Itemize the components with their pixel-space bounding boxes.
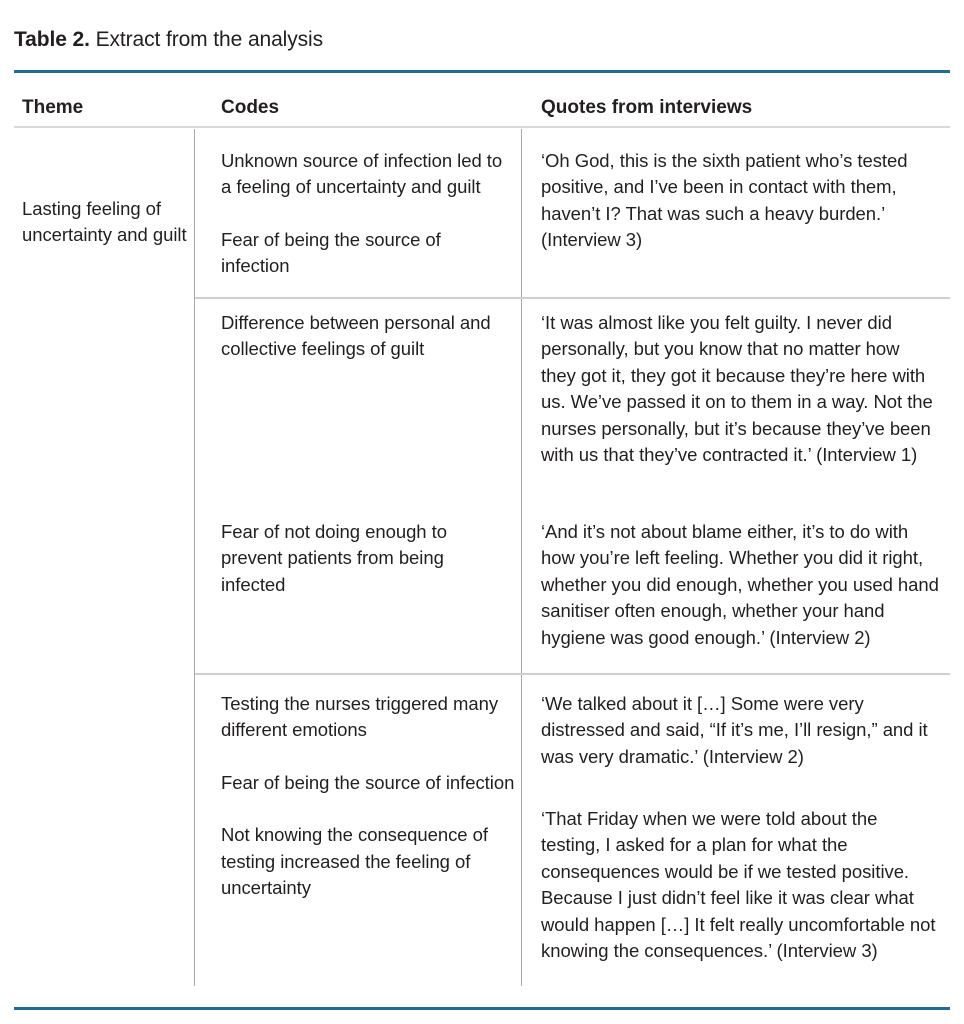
row-divider-2	[195, 673, 950, 675]
code-item: Not knowing the consequence of testing increased the feeling of uncertainty	[221, 824, 488, 899]
table-cell-quotes-3b	[541, 806, 939, 964]
table-bottom-rule	[14, 1007, 950, 1010]
column-header-quotes: Quotes from interviews	[541, 97, 753, 118]
table-top-rule	[14, 70, 950, 73]
table-caption-text: Extract from the analysis	[95, 28, 324, 51]
table-caption	[14, 26, 323, 54]
column-header-codes: Codes	[221, 97, 280, 118]
table-header-row	[0, 95, 964, 126]
quote-item: ‘It was almost like you felt guilty. I never did personally, but you know that no matter how they got it, they got it because they’re here with us. We’ve passed it on to them in a way. Not the nurses personally, but it’s because they’ve been with us that they’ve contracted it.’ (Interview 1)	[541, 312, 933, 466]
table-cell-quotes-2b	[541, 519, 939, 651]
table-cell-codes-1	[221, 148, 509, 280]
code-item: Unknown source of infection led to a feeling of uncertainty and guilt	[221, 150, 503, 198]
code-item: Fear of being the source of infection	[221, 228, 441, 277]
column-divider-theme-codes	[194, 129, 195, 986]
code-item: Fear of not doing enough to prevent patients from being infected	[221, 521, 447, 595]
table-cell-codes-3	[221, 691, 521, 901]
table-cell-quotes-3a	[541, 691, 939, 770]
table-cell-codes-2a	[221, 310, 509, 363]
table-cell-theme-1	[22, 196, 188, 249]
quote-item: ‘And it’s not about blame either, it’s to do with how you’re left feeling. Whether you did it right, whether you did enough, whether you used hand sanitiser often enough, whether your hand hygiene was good enough.’ (Interview 2)	[541, 521, 939, 648]
table-cell-quotes-2a	[541, 310, 939, 468]
column-header-theme: Theme	[22, 97, 84, 118]
code-item: Difference between personal and collective feelings of guilt	[221, 312, 491, 360]
quote-item: ‘Oh God, this is the sixth patient who’s tested positive, and I’ve been in contact with them, haven’t I? That was such a heavy burden.’ (Interview 3)	[541, 150, 908, 251]
row-divider-1	[195, 297, 950, 299]
table-cell-quotes-1	[541, 148, 939, 254]
column-divider-codes-quotes	[521, 129, 522, 986]
code-item: Testing the nurses triggered many different emotions	[221, 693, 499, 741]
table-cell-codes-2b	[221, 519, 509, 598]
table-header-rule	[14, 126, 950, 128]
code-item: Fear of being the source of infection	[221, 771, 515, 793]
quote-item: ‘We talked about it […] Some were very distressed and said, “If it’s me, I’ll resign,” and it was very dramatic.’ (Interview 2)	[541, 693, 928, 767]
quote-item: ‘That Friday when we were told about the testing, I asked for a plan for what the consequences would be if we tested positive. Because I just didn’t feel like it was clear what would happen […] It felt really uncomfortable not knowing the consequences.’ (Interview 3)	[541, 808, 936, 962]
theme-text: Lasting feeling of uncertainty and guilt	[22, 198, 187, 246]
table-caption-label: Table 2.	[14, 28, 90, 51]
